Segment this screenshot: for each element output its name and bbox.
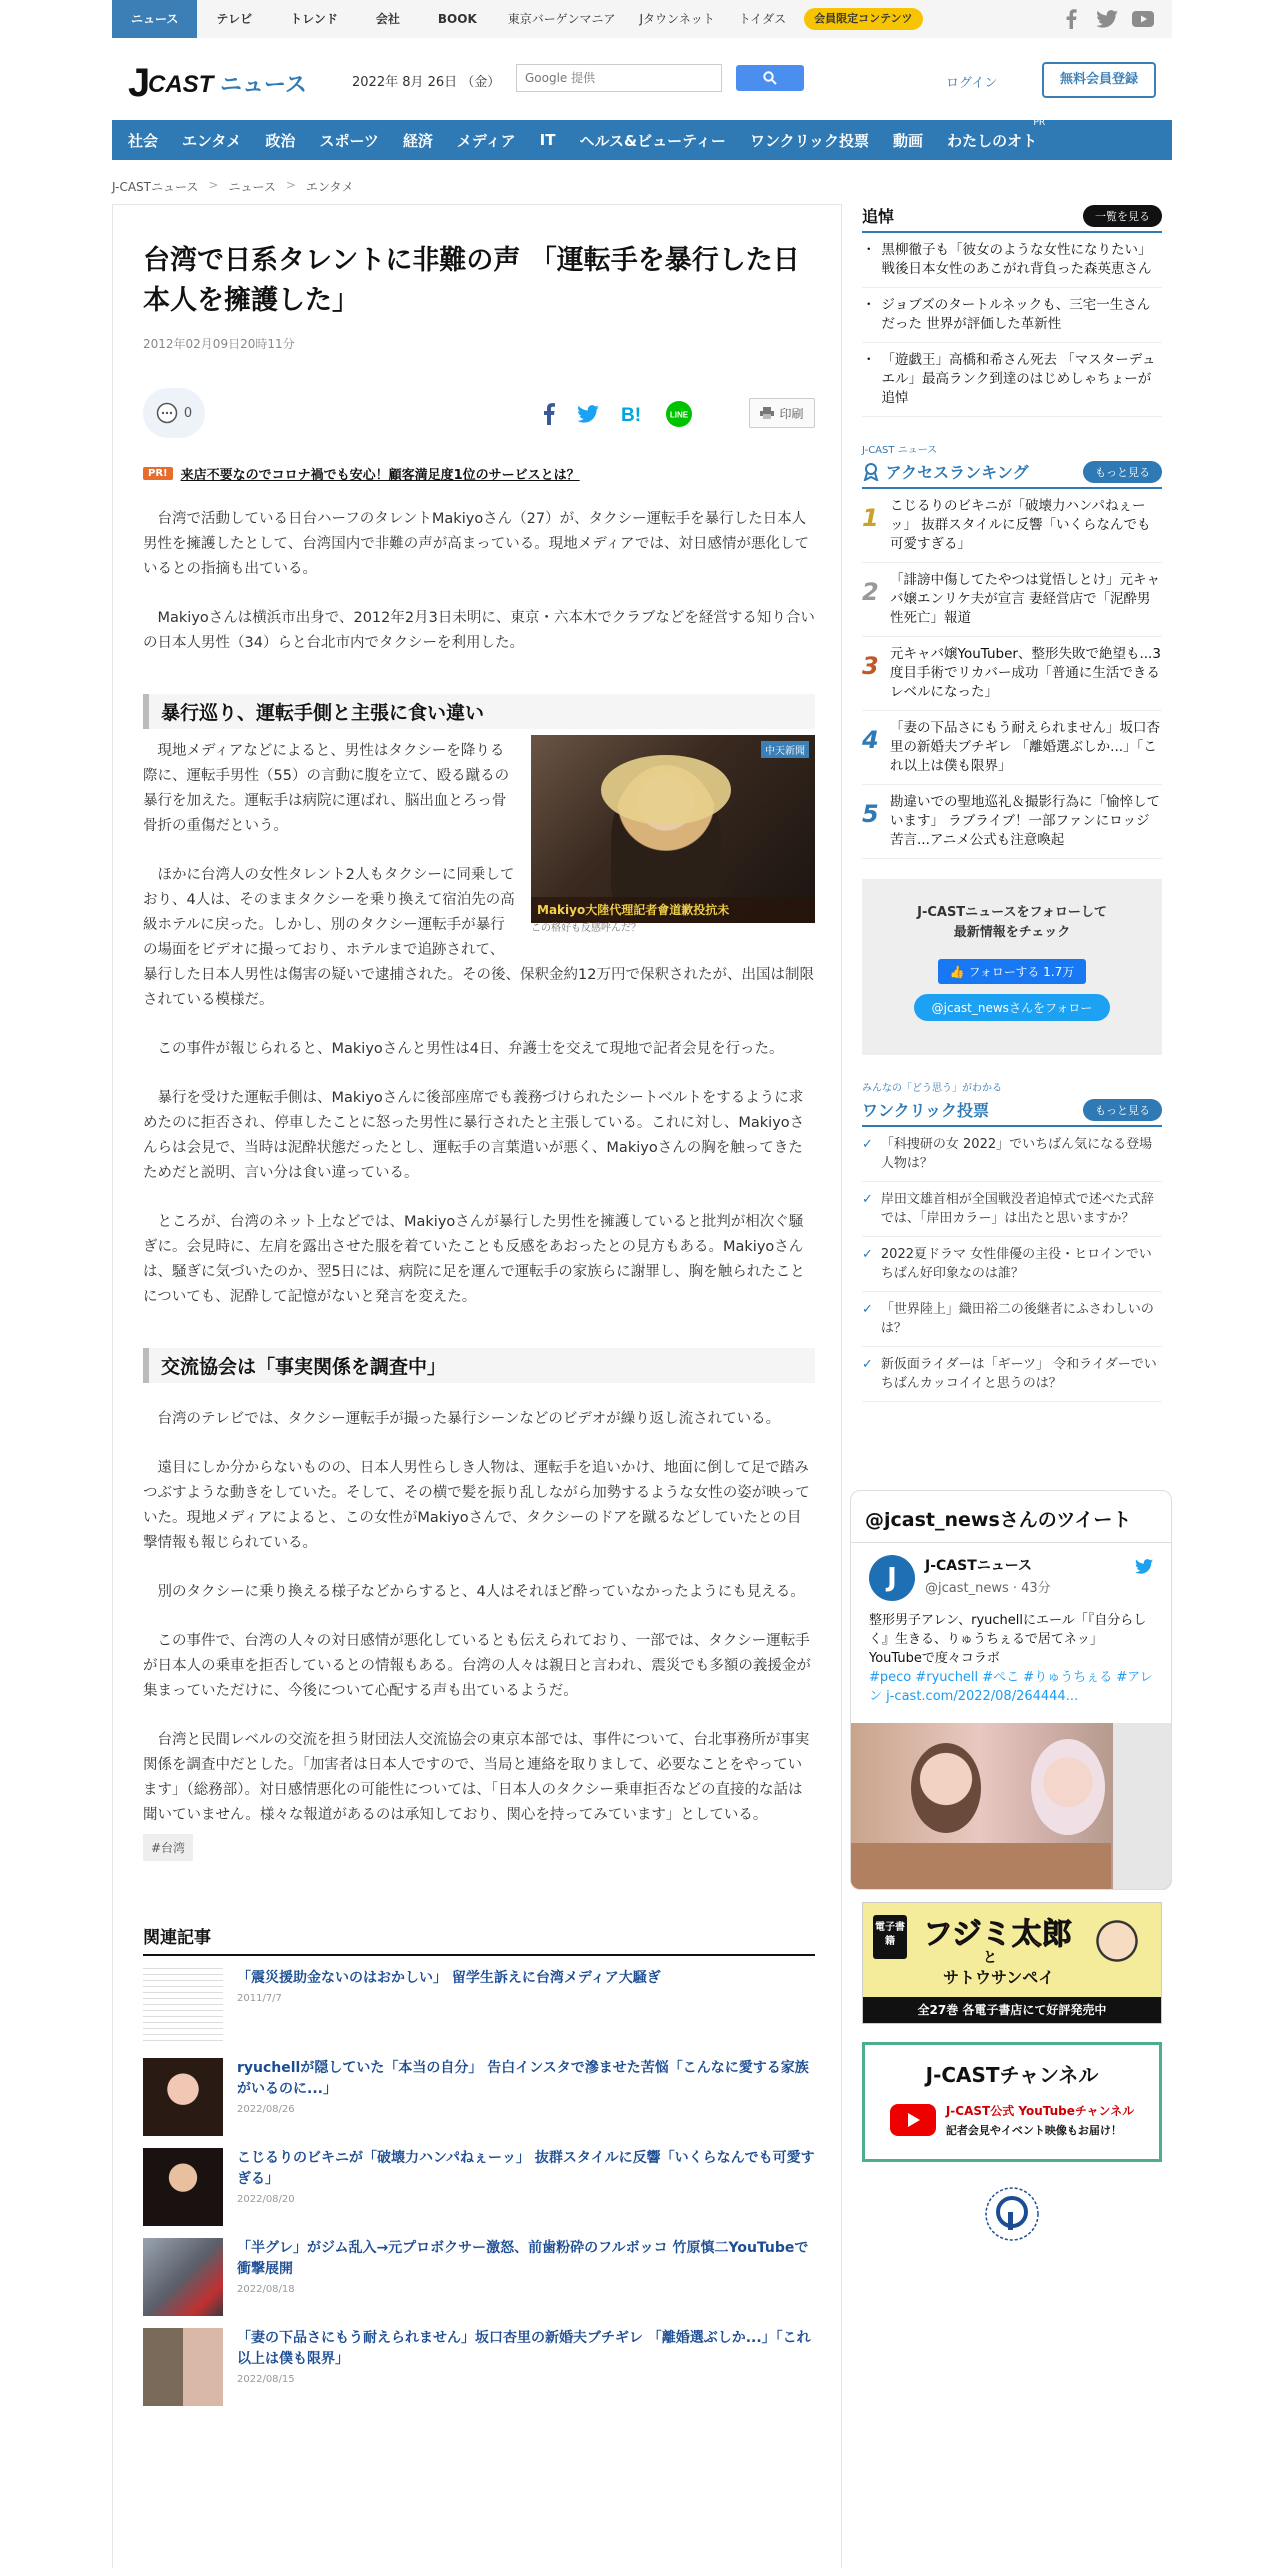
ranking-item[interactable] <box>862 563 1162 637</box>
memorial-title: 追悼 <box>862 207 895 226</box>
twitter-follow-button[interactable]: @jcast_newsさんをフォロー <box>914 994 1111 1021</box>
tweet-body: 整形男子アレン、ryuchellにエール「『自分らしく』生きる、りゅうちぇるで居てネッ」 YouTubeで度々コラボ <box>869 1613 1147 1666</box>
tweet-author-name: J-CASTニュース <box>925 1558 1033 1574</box>
related-date: 2022/08/15 <box>237 2374 295 2385</box>
vote-text: 岸田文雄首相が全国戦没者追悼式で述べた式辞では、「岸田カラー」は出たと思いますか？ <box>880 1192 1154 1226</box>
related-thumbnail <box>143 2328 223 2406</box>
vote-more-button[interactable]: もっと見る <box>1083 1099 1162 1121</box>
timeline-heading: @jcast_newsさんのツイート <box>851 1491 1171 1543</box>
related-title: ryuchellが隠していた「本当の自分」 告白インスタで滲ませた苦悩「こんなに愛する家族がいるのに...」 <box>237 2060 809 2097</box>
tweet-text <box>851 1601 1171 1706</box>
banner-title: フジミ太郎 <box>923 1917 1072 1952</box>
memorial-item[interactable]: ・ 「遊戯王」高橋和希さん死去 「マスターデュエル」最高ランク到達のはじめしゃちょーが追悼 <box>862 343 1162 417</box>
related-date: 2022/08/18 <box>237 2284 295 2295</box>
svg-text:CAST: CAST <box>148 71 214 98</box>
svg-text:ニュース: ニュース <box>220 73 307 98</box>
follow-box-title: J-CASTニュースをフォローして 最新情報をチェック <box>917 905 1107 940</box>
print-label: 印刷 <box>779 406 804 421</box>
channel-line-2: 記者会見やイベント映像もお届け！ <box>945 2124 1122 2137</box>
tweet-image-table <box>851 1843 1111 1890</box>
related-date: 2011/7/7 <box>237 1993 282 2004</box>
related-item[interactable] <box>143 2328 815 2406</box>
cat-media[interactable]: メディア <box>456 131 516 150</box>
tab-news[interactable]: ニュース <box>112 0 197 38</box>
pr-mark: PR <box>1033 117 1046 128</box>
sidebar <box>862 204 1162 1402</box>
jcast-channel-banner[interactable] <box>862 2042 1162 2162</box>
ranking-number: 1 <box>862 504 879 532</box>
article-title: 台湾で日系タレントに非難の声 「運転手を暴行した日本人を擁護した」 <box>143 245 800 316</box>
twitter-bird-icon <box>1135 1559 1153 1574</box>
article-paragraph: 台湾で活動している日台ハーフのタレントMakiyoさん（27）が、タクシー運転手を暴行した日本人男性を擁護したとして、台湾国内で非難の声が高まっている。現地メディアでは、対日感情が悪化しているとの指摘も出ている。 <box>143 511 809 577</box>
ebook-label: 電子書籍 <box>873 1915 907 1959</box>
pr-text: 来店不要なのでコロナ禍でも安心！顧客満足度1位のサービスとは？ <box>180 468 580 483</box>
tweet-image-face-left <box>911 1743 981 1833</box>
svg-text:B!: B! <box>621 405 642 424</box>
ranking-list <box>862 489 1162 859</box>
pr-link[interactable] <box>143 464 815 483</box>
article-paragraph: 現地メディアなどによると、男性はタクシーを降りる際に、運転手男性（55）の言動に腹を立て、殴る蹴るの暴行を加えた。運転手は病院に運ばれ、脳出血とろっ骨骨折の重傷だという。 <box>143 743 510 834</box>
check-icon: ✓ <box>862 1247 873 1262</box>
tweet-image[interactable] <box>851 1723 1171 1890</box>
twitter-icon[interactable] <box>1096 8 1118 30</box>
related-item[interactable] <box>143 2148 815 2226</box>
related-title: 「震災援助金ないのはおかしい」 留学生訴えに台湾メディア大騒ぎ <box>237 1970 661 1986</box>
search-input[interactable]: Google 提供 <box>516 64 722 92</box>
facebook-share-icon[interactable] <box>543 403 555 425</box>
related-item[interactable] <box>143 2238 815 2316</box>
section-heading: 暴行巡り、運転手側と主張に食い違い <box>143 694 815 729</box>
article-paragraph: 別のタクシーに乗り換える様子などからすると、4人はそれほど酔っていなかったようにも見える。 <box>157 1584 805 1600</box>
search-icon <box>763 71 777 85</box>
breadcrumb-home[interactable]: J-CASTニュース <box>112 180 199 194</box>
vote-item[interactable] <box>862 1127 1162 1182</box>
ranking-subtitle: J-CAST ニュース <box>862 445 938 456</box>
related-thumbnail <box>143 2238 223 2316</box>
cat-video[interactable]: 動画 <box>893 131 924 150</box>
photo-channel-tag: 中天新聞 <box>761 741 809 758</box>
vote-item[interactable] <box>862 1292 1162 1347</box>
tweet-links[interactable]: #peco #ryuchell #ぺこ #りゅうちぇる #アレン j-cast.com/2022/08/264444... <box>869 1670 1153 1704</box>
article-paragraph: この事件が報じられると、Makiyoさんと男性は4日、弁護士を交えて現地で記者会見を行った。 <box>157 1041 784 1057</box>
tweet-author[interactable] <box>851 1543 1171 1601</box>
tweet-image-strip <box>1113 1723 1171 1890</box>
photo-subtitle-band: Makiyo大陸代理記者會道歉投抗未 <box>531 897 815 923</box>
vote-text: 新仮面ライダーは「ギーツ」 令和ライダーでいちばんカッコイイと思うのは？ <box>880 1357 1157 1391</box>
pr-badge: PR! <box>143 467 173 480</box>
svg-text:LINE: LINE <box>669 410 689 420</box>
memorial-item[interactable]: ・ 黒柳徹子も「彼女のような女性になりたい」 戦後日本女性のあこがれ背負った森英恵さん <box>862 233 1162 288</box>
ranking-item[interactable] <box>862 637 1162 711</box>
article-paragraph: Makiyoさんは横浜市出身で、2012年2月3日未明に、東京・六本木でクラブなどを経営する知り合いの日本人男性（34）らと台北市内でタクシーを利用した。 <box>143 610 815 651</box>
vote-text: 「世界陸上」織田裕二の後継者にふさわしいのは？ <box>880 1302 1154 1336</box>
svg-text:J: J <box>128 62 151 102</box>
article-figure <box>531 735 815 934</box>
related-list <box>143 1968 815 2406</box>
cat-politics[interactable]: 政治 <box>265 131 296 150</box>
related-item[interactable] <box>143 1968 815 2046</box>
twitter-share-icon[interactable] <box>577 405 599 423</box>
print-button[interactable] <box>749 398 815 428</box>
article-paragraph: 暴行を受けた運転手側は、Makiyoさんに後部座席でも義務づけられたシートベルトをするように求めたのに拒否され、停車したことに怒った男性に暴行されたと主張している。これに対し、Makiyoさんらは会見で、当時は泥酔状態だったとし、運転手の言葉遣いが悪く、Makiyoさんの胸を触ってきたためだと説明、言い分は食い違っている。 <box>143 1090 805 1181</box>
youtube-icon[interactable] <box>1132 8 1154 30</box>
vote-subtitle: みんなの「どう思う」がわかる <box>862 1083 1002 1094</box>
memorial-header <box>862 204 1162 233</box>
banner-character <box>1087 1913 1147 1993</box>
vote-list <box>862 1127 1162 1402</box>
vote-text: 2022夏ドラマ 女性俳優の主役・ヒロインでいちばん好印象なのは誰？ <box>880 1247 1152 1281</box>
ranking-title <box>862 460 1029 483</box>
tab-tv[interactable]: テレビ <box>216 12 253 26</box>
avatar: J <box>869 1555 915 1601</box>
related-heading: 関連記事 <box>143 1923 815 1956</box>
facebook-like-icon: 👍 <box>949 965 965 979</box>
follow-box <box>862 879 1162 1055</box>
article-photo[interactable] <box>531 735 815 923</box>
main-column <box>112 204 842 2568</box>
cat-watashi-no-oto[interactable] <box>935 117 1049 151</box>
register-button[interactable]: 無料会員登録 <box>1042 62 1156 98</box>
tab-trend[interactable]: トレンド <box>290 12 338 26</box>
article-tag[interactable]: #台湾 <box>143 1834 193 1861</box>
related-title: 「半グレ」がジム乱入→元プロボクサー激怒、前歯粉砕のフルボッコ 竹原慎二YouTubeで衝撃展開 <box>237 2240 809 2277</box>
check-icon: ✓ <box>862 1137 873 1152</box>
article-paragraph: 台湾と民間レベルの交流を担う財団法人交流協会の東京本部では、事件について、台北事務所が事実関係を調査中だとした。「加害者は日本人ですので、当局と連絡を取りまして、必要なことをやっています」（総務部）。対日感情悪化の可能性については、「日本人のタクシー乗車拒否などの直接的な話は聞いていません。様々な報道があるのは承知しており、関心を持ってみています」としている。 <box>143 1732 810 1823</box>
comment-button[interactable] <box>143 388 205 438</box>
comment-icon <box>156 402 178 424</box>
breadcrumb-separator: > <box>285 178 296 192</box>
breadcrumb-separator: > <box>208 178 219 192</box>
youtube-icon <box>890 2104 936 2136</box>
login-link[interactable]: ログイン <box>946 76 998 91</box>
ranking-title-label: アクセスランキング <box>885 463 1029 482</box>
category-nav <box>112 117 1172 160</box>
members-only-pill[interactable]: 会員限定コンテンツ <box>804 8 922 30</box>
check-icon: ✓ <box>862 1357 873 1372</box>
ranking-text: こじるりのビキニが「破壊力ハンパねぇーッ」 抜群スタイルに反響「いくらなんでも可愛すぎる」 <box>890 498 1151 552</box>
ranking-text: 元キャバ嬢YouTuber、整形失敗で絶望も...3度目手術でリカバー成功「普通に生活できるレベルになった」 <box>890 646 1161 700</box>
photo-hair-shape <box>601 755 731 825</box>
breadcrumb-news[interactable]: ニュース <box>228 180 276 194</box>
article-date: 2012年02月09日20時11分 <box>143 337 295 351</box>
article-paragraph: 台湾のテレビでは、タクシー運転手が撮った暴行シーンなどのビデオが繰り返し流されている。 <box>157 1411 781 1427</box>
hatena-bookmark-icon[interactable] <box>621 404 643 424</box>
share-bar <box>143 388 815 438</box>
twitter-timeline <box>850 1490 1172 1890</box>
ranking-icon <box>862 463 880 481</box>
channel-title: J-CASTチャンネル <box>925 2063 1099 2087</box>
article-paragraph: この事件で、台湾の人々の対日感情が悪化しているとも伝えられており、一部では、タクシー運転手が日本人の乗車を拒否しているとの情報もある。台湾の人々は親日と言われ、震災でも多額の義援金が集まっていただけに、今後について心配する声も出ているようだ。 <box>143 1633 811 1699</box>
cat-one-click-vote[interactable]: ワンクリック投票 <box>749 131 870 150</box>
ranking-item[interactable] <box>862 489 1162 563</box>
memorial-more-button[interactable]: 一覧を見る <box>1083 205 1162 227</box>
related-date: 2022/08/26 <box>237 2104 295 2115</box>
ranking-text: 「誹謗中傷してたやつは覚悟しとけ」元キャバ嬢エンリケ夫が宣言 妻経営店で「泥酔男性死亡」報道 <box>890 572 1160 626</box>
vote-header <box>862 1098 1162 1127</box>
related-thumbnail <box>143 1968 223 2046</box>
related-thumbnail <box>143 2058 223 2136</box>
article-paragraph: ところが、台湾のネット上などでは、Makiyoさんが暴行した男性を擁護していると批判が相次ぐ騒ぎに。会見時に、左肩を露出させた服を着ていたことも反感をあおったとの見方もある。Makiyoさんは、騒ぎに気づいたのか、翌5日には、病院に足を運んで運転手の家族らに謝罪し、胸を触られたことについても、泥酔して記憶がないと発言を変えた。 <box>143 1214 805 1305</box>
banner-footer: 全27巻 各電子書店にて好評発売中 <box>863 1997 1161 2023</box>
site-header <box>112 38 1172 120</box>
related-title: 「妻の下品さにもう耐えられません」坂口杏里の新婚夫ブチギレ 「離婚選ぶしか...」「これ以上は僕も限界」 <box>237 2330 811 2367</box>
ranking-item[interactable] <box>862 785 1162 859</box>
ranking-number: 4 <box>862 726 879 754</box>
related-date: 2022/08/20 <box>237 2194 295 2205</box>
search-button[interactable] <box>736 65 804 91</box>
ranking-number: 2 <box>862 578 879 606</box>
vote-title: ワンクリック投票 <box>862 1101 990 1120</box>
jcast-logo[interactable] <box>128 62 314 102</box>
cat-entertainment[interactable]: エンタメ <box>182 131 242 150</box>
article-paragraph: 遠目にしか分からないものの、日本人男性らしき人物は、運転手を追いかけ、地面に倒して足で踏みつぶすような動きをしていた。そして、その横で髪を振り乱しながら加勢するような女性の姿が映っていた。現地メディアによると、この女性がMakiyoさんで、タクシーのドアを蹴るなどしていたとの目撃情報も報じられている。 <box>143 1460 810 1551</box>
memorial-item[interactable]: ・ ジョブズのタートルネックも、三宅一生さんだった 世界が評価した革新性 <box>862 288 1162 343</box>
privacy-mark-icon <box>984 2186 1040 2242</box>
related-item[interactable] <box>143 2058 815 2136</box>
top-bar <box>112 0 1172 38</box>
check-icon: ✓ <box>862 1192 873 1207</box>
related-thumbnail <box>143 2148 223 2226</box>
facebook-icon[interactable] <box>1060 8 1082 30</box>
cat-health-beauty[interactable]: ヘルス&ビューティー <box>579 131 726 150</box>
header-date: 2022年 8月 26日 （金） <box>352 75 501 90</box>
tweet-author-handle: @jcast_news · 43分 <box>925 1581 1051 1596</box>
section-heading: 交流協会は「事実関係を調査中」 <box>143 1348 815 1383</box>
vote-item[interactable] <box>862 1182 1162 1237</box>
social-links <box>1060 8 1154 30</box>
ranking-number: 3 <box>862 652 879 680</box>
vote-item[interactable] <box>862 1347 1162 1402</box>
share-icons <box>543 400 693 428</box>
ranking-more-button[interactable]: もっと見る <box>1083 461 1162 483</box>
cat-it[interactable]: IT <box>539 131 556 149</box>
facebook-follow-button[interactable] <box>938 959 1086 984</box>
photo-caption: この格好も反感呼んだ？ <box>531 923 641 934</box>
tab-company[interactable]: 会社 <box>375 12 400 26</box>
cat-sports[interactable]: スポーツ <box>319 131 379 150</box>
tab-book[interactable]: BOOK <box>437 12 477 26</box>
facebook-follow-label: フォローする 1.7万 <box>968 965 1075 979</box>
channel-line-1: J-CAST公式 YouTubeチャンネル <box>945 2104 1135 2118</box>
fujimi-taro-banner[interactable] <box>862 1902 1162 2024</box>
banner-and: と <box>983 1950 997 1966</box>
article-paragraph: ほかに台湾人の女性タレント2人もタクシーに同乗しており、4人は、そのままタクシーを乗り換えて宿泊先の高級ホテルに戻った。しかし、別のタクシー運転手が暴行の場面をビデオに撮っており、ホテルまで追跡されて、暴行した日本人男性は傷害の疑いで逮捕された。その後、保釈金約12万円で保釈されたが、出国は制限されている模様だ。 <box>143 867 814 1008</box>
article <box>143 241 815 2406</box>
comment-count: 0 <box>183 405 193 421</box>
channel-row <box>865 2102 1159 2138</box>
ranking-text: 勘違いでの聖地巡礼＆撮影行為に「愉悴しています」 ラブライブ！一部ファンにロッジ苦言...アニメ公式も注意喚起 <box>890 794 1160 848</box>
vote-text: 「科捜研の女 2022」でいちばん気になる登場人物は？ <box>880 1137 1153 1171</box>
ranking-text: 「妻の下品さにもう耐えられません」坂口杏里の新婚夫ブチギレ 「離婚選ぶしか...」「これ以上は僕も限界」 <box>890 720 1160 774</box>
banner-author: サトウサンペイ <box>943 1968 1055 1987</box>
ranking-number: 5 <box>862 800 879 828</box>
cat-watashi-label: わたしのオト <box>947 131 1038 150</box>
link-jtown-net[interactable]: Jタウンネット <box>639 12 715 26</box>
tweet-image-face-right <box>1031 1739 1105 1835</box>
breadcrumb-entertainment[interactable]: エンタメ <box>305 180 354 194</box>
link-bargain-mania[interactable]: 東京バーゲンマニア <box>507 12 616 26</box>
line-share-icon[interactable] <box>665 400 693 428</box>
breadcrumb <box>112 178 353 195</box>
cat-economy[interactable]: 経済 <box>402 131 433 150</box>
top-nav <box>112 0 1172 38</box>
link-toidas[interactable]: トイダス <box>738 12 787 26</box>
printer-icon <box>760 407 774 419</box>
related-title: こじるりのビキニが「破壊力ハンパねぇーッ」 抜群スタイルに反響「いくらなんでも可愛すぎる」 <box>237 2150 815 2187</box>
vote-item[interactable] <box>862 1237 1162 1292</box>
check-icon: ✓ <box>862 1302 873 1317</box>
ranking-header <box>862 460 1162 489</box>
ranking-item[interactable] <box>862 711 1162 785</box>
cat-society[interactable]: 社会 <box>128 131 159 150</box>
